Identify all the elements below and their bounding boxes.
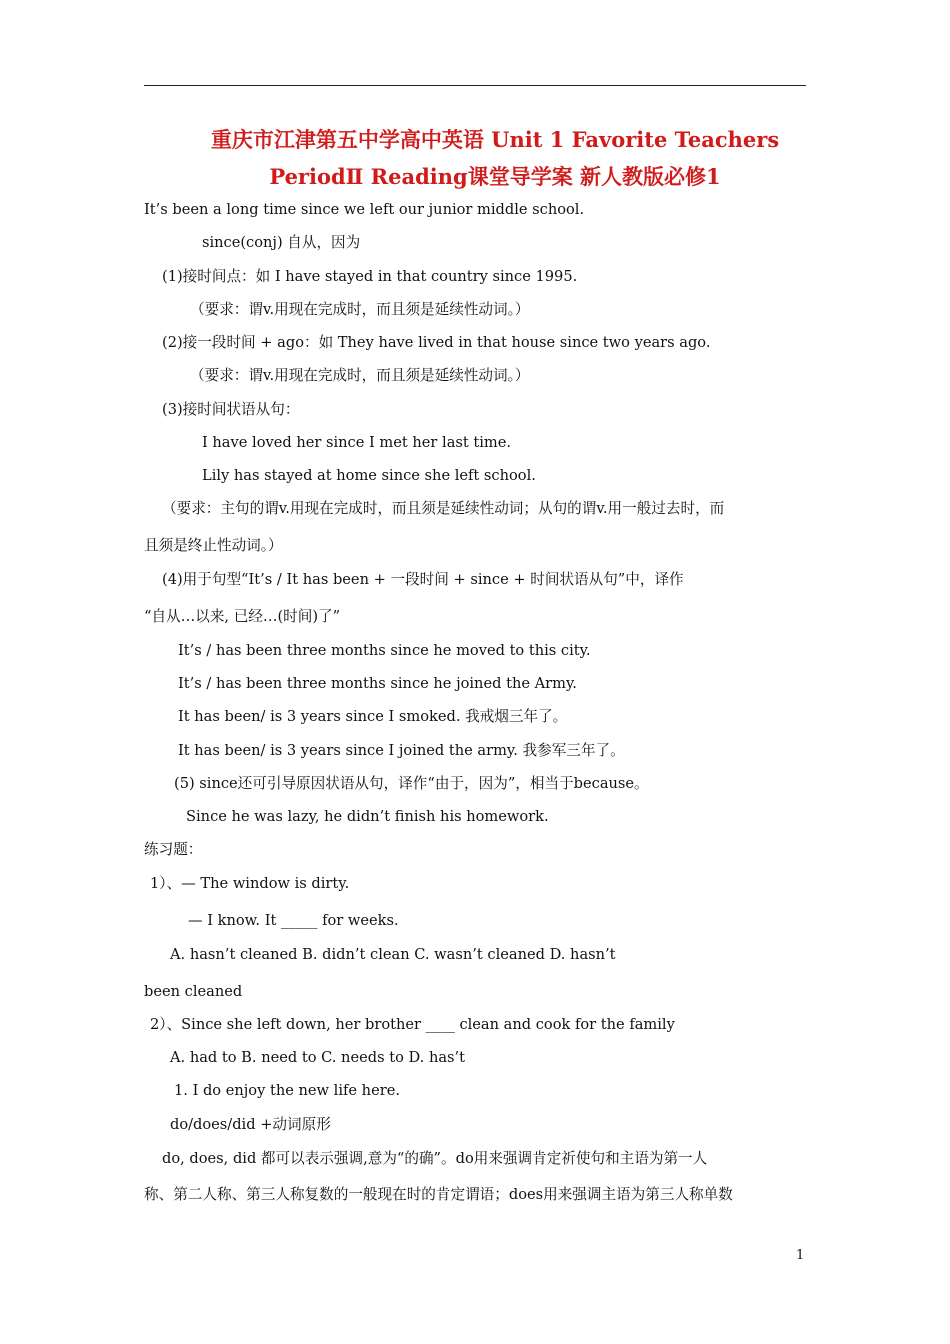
text-line: “自从…以来, 已经…(时间)了”: [144, 608, 341, 625]
text-line: I have loved her since I met her last time.: [202, 434, 512, 451]
text-line: It has been/ is 3 years since I smoked. 我戒烟三年了。: [178, 708, 568, 725]
page-number: 1: [796, 1248, 805, 1263]
text-line: 称、第二人称、第三人称复数的一般现在时的肯定谓语；does用来强调主语为第三人称单数: [144, 1186, 733, 1203]
text-line: Lily has stayed at home since she left school.: [202, 467, 536, 484]
text-line: A. had to B. need to C. needs to D. has’t: [170, 1049, 466, 1066]
text-line: 1）、— The window is dirty.: [150, 875, 350, 892]
document-title-line-1: 重庆市江津第五中学高中英语 Unit 1 Favorite Teachers: [210, 127, 780, 152]
text-line: 2）、Since she left down, her brother ____ clean and cook for the family: [150, 1016, 675, 1033]
text-line: been cleaned: [144, 983, 243, 1000]
text-line: （要求：主句的谓v.用现在完成时，而且须是延续性动词；从句的谓v.用一般过去时，而: [162, 500, 725, 517]
text-line: — I know. It _____ for weeks.: [188, 912, 399, 929]
text-line: (2)接一段时间 + ago：如 They have lived in that house since two years ago.: [162, 334, 711, 351]
text-line: (5) since还可引导原因状语从句，译作“由于，因为”，相当于because。: [174, 775, 649, 792]
text-line: It’s been a long time since we left our junior middle school.: [144, 201, 585, 218]
text-line: (3)接时间状语从句：: [162, 401, 300, 418]
text-line: 且须是终止性动词。）: [144, 537, 283, 554]
text-line: do/does/did +动词原形: [170, 1116, 331, 1133]
document-title-line-2: PeriodⅡ Reading课堂导学案 新人教版必修1: [269, 164, 721, 189]
text-line: (1)接时间点：如 I have stayed in that country since 1995.: [162, 268, 578, 285]
text-line: It’s / has been three months since he moved to this city.: [178, 642, 591, 659]
text-line: （要求：谓v.用现在完成时，而且须是延续性动词。）: [190, 367, 530, 384]
text-line: A. hasn’t cleaned B. didn’t clean C. wasn’t cleaned D. hasn’t: [170, 946, 616, 963]
text-line: Since he was lazy, he didn’t finish his homework.: [186, 808, 549, 825]
text-line: since(conj) 自从，因为: [202, 234, 361, 251]
text-line: (4)用于句型“It’s / It has been + 一段时间 + since + 时间状语从句”中，译作: [162, 571, 684, 588]
text-line: do, does, did 都可以表示强调,意为“的确”。do用来强调肯定祈使句和主语为第一人: [162, 1150, 708, 1167]
text-line: 练习题：: [144, 841, 203, 858]
text-line: 1. I do enjoy the new life here.: [174, 1082, 400, 1099]
header-rule: [144, 85, 806, 86]
text-line: It has been/ is 3 years since I joined the army. 我参军三年了。: [178, 742, 625, 759]
text-line: It’s / has been three months since he joined the Army.: [178, 675, 577, 692]
text-line: （要求：谓v.用现在完成时，而且须是延续性动词。）: [190, 301, 530, 318]
